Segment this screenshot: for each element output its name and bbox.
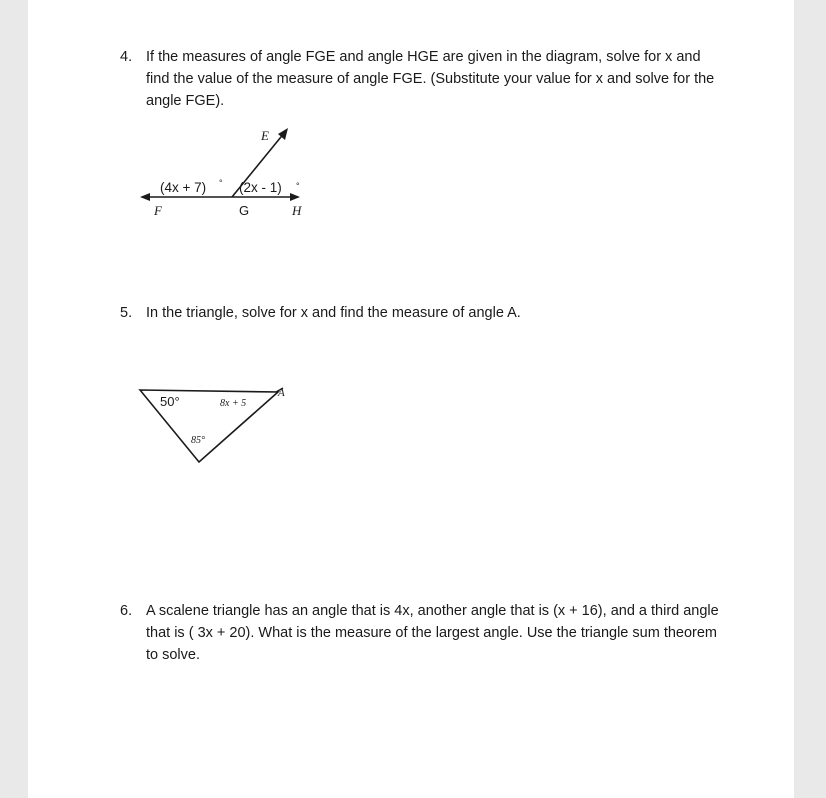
angle-a-expression: 8x + 5 bbox=[220, 398, 247, 409]
angle-85-label: 85° bbox=[191, 435, 205, 446]
parallel-angles-diagram bbox=[128, 120, 328, 230]
label-a: A bbox=[278, 387, 285, 399]
worksheet-page bbox=[28, 0, 794, 798]
label-f: F bbox=[154, 203, 162, 218]
label-e: E bbox=[261, 128, 269, 143]
label-g: G bbox=[239, 203, 250, 218]
label-h: H bbox=[292, 203, 302, 218]
angle-50-label: 50° bbox=[160, 394, 180, 409]
question-text: A scalene triangle has an angle that is 4x, another angle that is (x + 16), and a third angle that is ( 3x + 20). What is the measure of the largest angle. Use the triangle sum theorem to solve. bbox=[146, 603, 719, 663]
angle-fge-degree: ° bbox=[219, 178, 223, 188]
angle-fge-label: (4x + 7) bbox=[160, 180, 207, 195]
question-number: 5. bbox=[120, 305, 133, 321]
arrow-left-icon bbox=[140, 193, 150, 201]
angle-hge-label: (2x - 1) bbox=[239, 180, 282, 195]
question-text: If the measures of angle FGE and angle HGE are given in the diagram, solve for x and find the value of the measure of angle FGE. (Substitute your value for x and solve for the angle FGE). bbox=[146, 49, 715, 109]
angle-hge-degree: ° bbox=[296, 181, 300, 191]
question-number: 4. bbox=[120, 49, 133, 65]
question-text: In the triangle, solve for x and find the measure of angle A. bbox=[146, 305, 521, 321]
arrow-right-icon bbox=[290, 193, 300, 201]
triangle-diagram bbox=[128, 380, 308, 470]
question-number: 6. bbox=[120, 603, 133, 619]
